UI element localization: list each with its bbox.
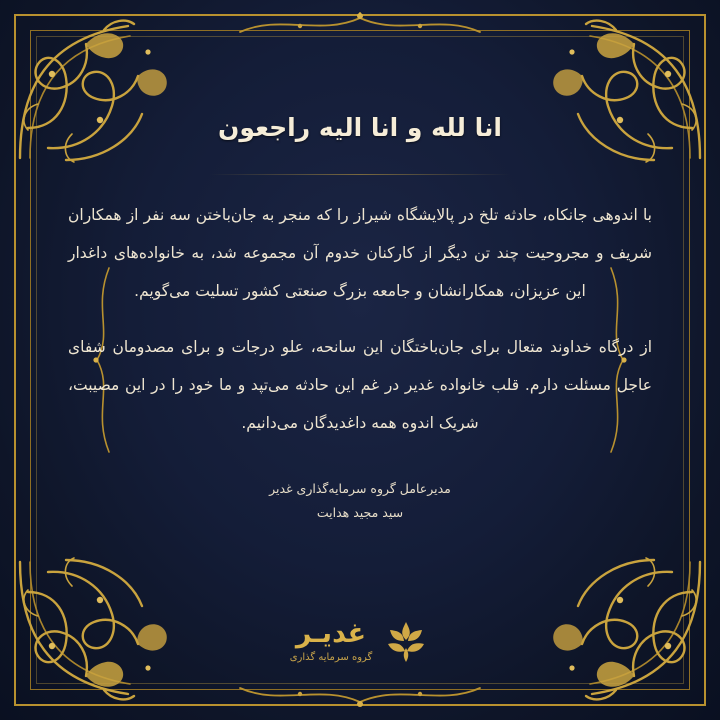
paragraph-1: با اندوهی جانکاه، حادثه تلخ در پالایشگاه شیراز را که منجر به جان‌باختن سه نفر از همکاران شریف و مجروحیت چند تن دیگر از کارکنان خدوم آن مجموعه شد، به خانواده‌های داغدار این عزیزان، همکارانشان و جامعه بزرگ صنعتی کشور تسلیت می‌گویم. [68,206,652,300]
signature-name: سید مجید هدایت [316,505,404,521]
paragraph-2: از درگاه خداوند متعال برای جان‌باختگان این سانحه، علو درجات و برای مصدومان شفای عاجل مسئلت دارم. قلب خانواده غدیر در غم این حادثه می‌تپد و ما خود را در این مصیبت، شریک اندوه همه داغدیدگان می‌دانیم. [68,337,652,432]
page-title: انا لله و انا اليه راجعون [218,113,502,142]
brand-title: غدیـر [295,617,367,649]
brand-text [289,617,373,663]
title-divider [210,174,510,175]
brand-subtitle: گروه سرمایه گذاری [289,651,373,663]
flower-icon [382,618,430,664]
signature-block [62,477,658,526]
signature-role: مدیرعامل گروه سرمایه‌گذاری غدیر [269,480,451,496]
brand-logo [0,618,720,664]
message-body [62,88,658,630]
